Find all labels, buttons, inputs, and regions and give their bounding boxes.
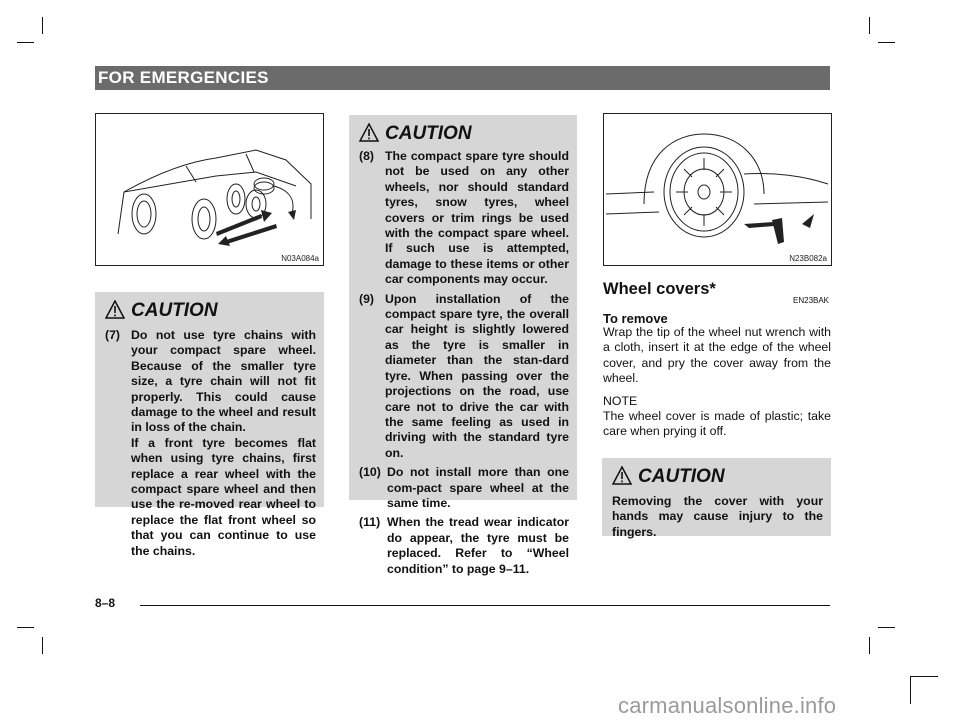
section-header-bar <box>95 66 830 90</box>
figure-wheel-cover-removal <box>603 113 832 266</box>
crop-mark <box>878 627 895 628</box>
item-text: Do not use tyre chains with your compact spare wheel. Because of the smaller tyre size, a tyre chain will not fit properly. This could cause damage to the wheel and result in loss of the chain. <box>131 328 316 435</box>
note-label: NOTE <box>603 394 638 408</box>
caution-box <box>95 292 324 558</box>
to-remove-text: Wrap the tip of the wheel nut wrench with a cloth, insert it at the edge of the wheel cover, and pry the cover away from the wheel. <box>603 325 831 386</box>
section-code: EN23BAK <box>793 296 830 305</box>
item-number: (8) <box>359 149 375 163</box>
caution-item <box>359 465 569 511</box>
caution-item <box>359 292 569 461</box>
section-title: FOR EMERGENCIES <box>98 68 269 87</box>
note-text: The wheel cover is made of plastic; take care when prying it off. <box>603 409 831 439</box>
watermark: carmanualsonline.info <box>618 693 837 718</box>
caution-body <box>359 149 569 581</box>
item-number: (9) <box>359 291 375 306</box>
crop-mark <box>910 676 911 704</box>
warning-triangle-icon <box>359 123 379 142</box>
crop-mark <box>17 42 34 43</box>
item-text: Do not install more than one com-pact spare wheel at the same time. <box>387 465 569 510</box>
crop-mark <box>869 17 870 34</box>
caution-title: CAUTION <box>131 300 218 321</box>
to-remove-heading: To remove <box>603 311 668 326</box>
figure-code: N23B082a <box>789 254 827 263</box>
car-spare-wheel-illustration <box>96 114 323 254</box>
figure-car-spare-wheel <box>95 113 324 266</box>
warning-triangle-icon <box>612 466 632 485</box>
wheel-cover-removal-illustration <box>604 114 831 254</box>
item-text: When the tread wear indicator do appear, the tyre must be replaced. Refer to “Wheel condition” to page 9–11. <box>387 515 569 576</box>
wheel-covers-heading: Wheel covers* <box>603 280 716 298</box>
item-number: (10) <box>359 465 381 480</box>
caution-box <box>349 115 577 576</box>
crop-mark <box>17 627 34 628</box>
caution-body <box>105 328 316 563</box>
item-number: (11) <box>359 515 381 530</box>
crop-mark <box>869 637 870 654</box>
caution-item <box>359 515 569 577</box>
crop-mark <box>42 637 43 654</box>
warning-triangle-icon <box>105 300 125 319</box>
crop-mark <box>42 17 43 34</box>
figure-code: N03A084a <box>281 254 319 263</box>
caution-title: CAUTION <box>385 123 472 144</box>
footer-rule <box>140 605 830 606</box>
caution-box <box>602 458 831 539</box>
caution-body <box>612 494 823 540</box>
caution-item <box>359 149 569 288</box>
caution-item <box>105 328 316 559</box>
item-text: The compact spare tyre should not be used on any other wheels, nor should standard tyres, snow tyres, wheel covers or trim rings be used with the compact spare wheel. If such use is attempted, damage to these items or other car components may occur. <box>385 149 569 287</box>
item-continuation: If a front tyre becomes flat when using tyre chains, first replace a rear wheel with the compact spare wheel and then use the re-moved rear wheel to replace the flat front wheel so that you can continue to use the chains. <box>131 435 316 558</box>
caution-text: Removing the cover with your hands may cause injury to the fingers. <box>612 494 823 539</box>
crop-mark <box>910 676 938 677</box>
caution-title: CAUTION <box>638 466 725 487</box>
crop-mark <box>878 42 895 43</box>
item-number: (7) <box>105 328 121 342</box>
item-text: Upon installation of the compact spare tyre, the overall car height is slightly lowered as the tyre is smaller in diameter than the stan-dard tyre. When passing over the projections on the road, use care not to drive the car with the same feeling as used in driving with the standard tyre on. <box>385 291 569 460</box>
page-number: 8–8 <box>95 596 116 610</box>
